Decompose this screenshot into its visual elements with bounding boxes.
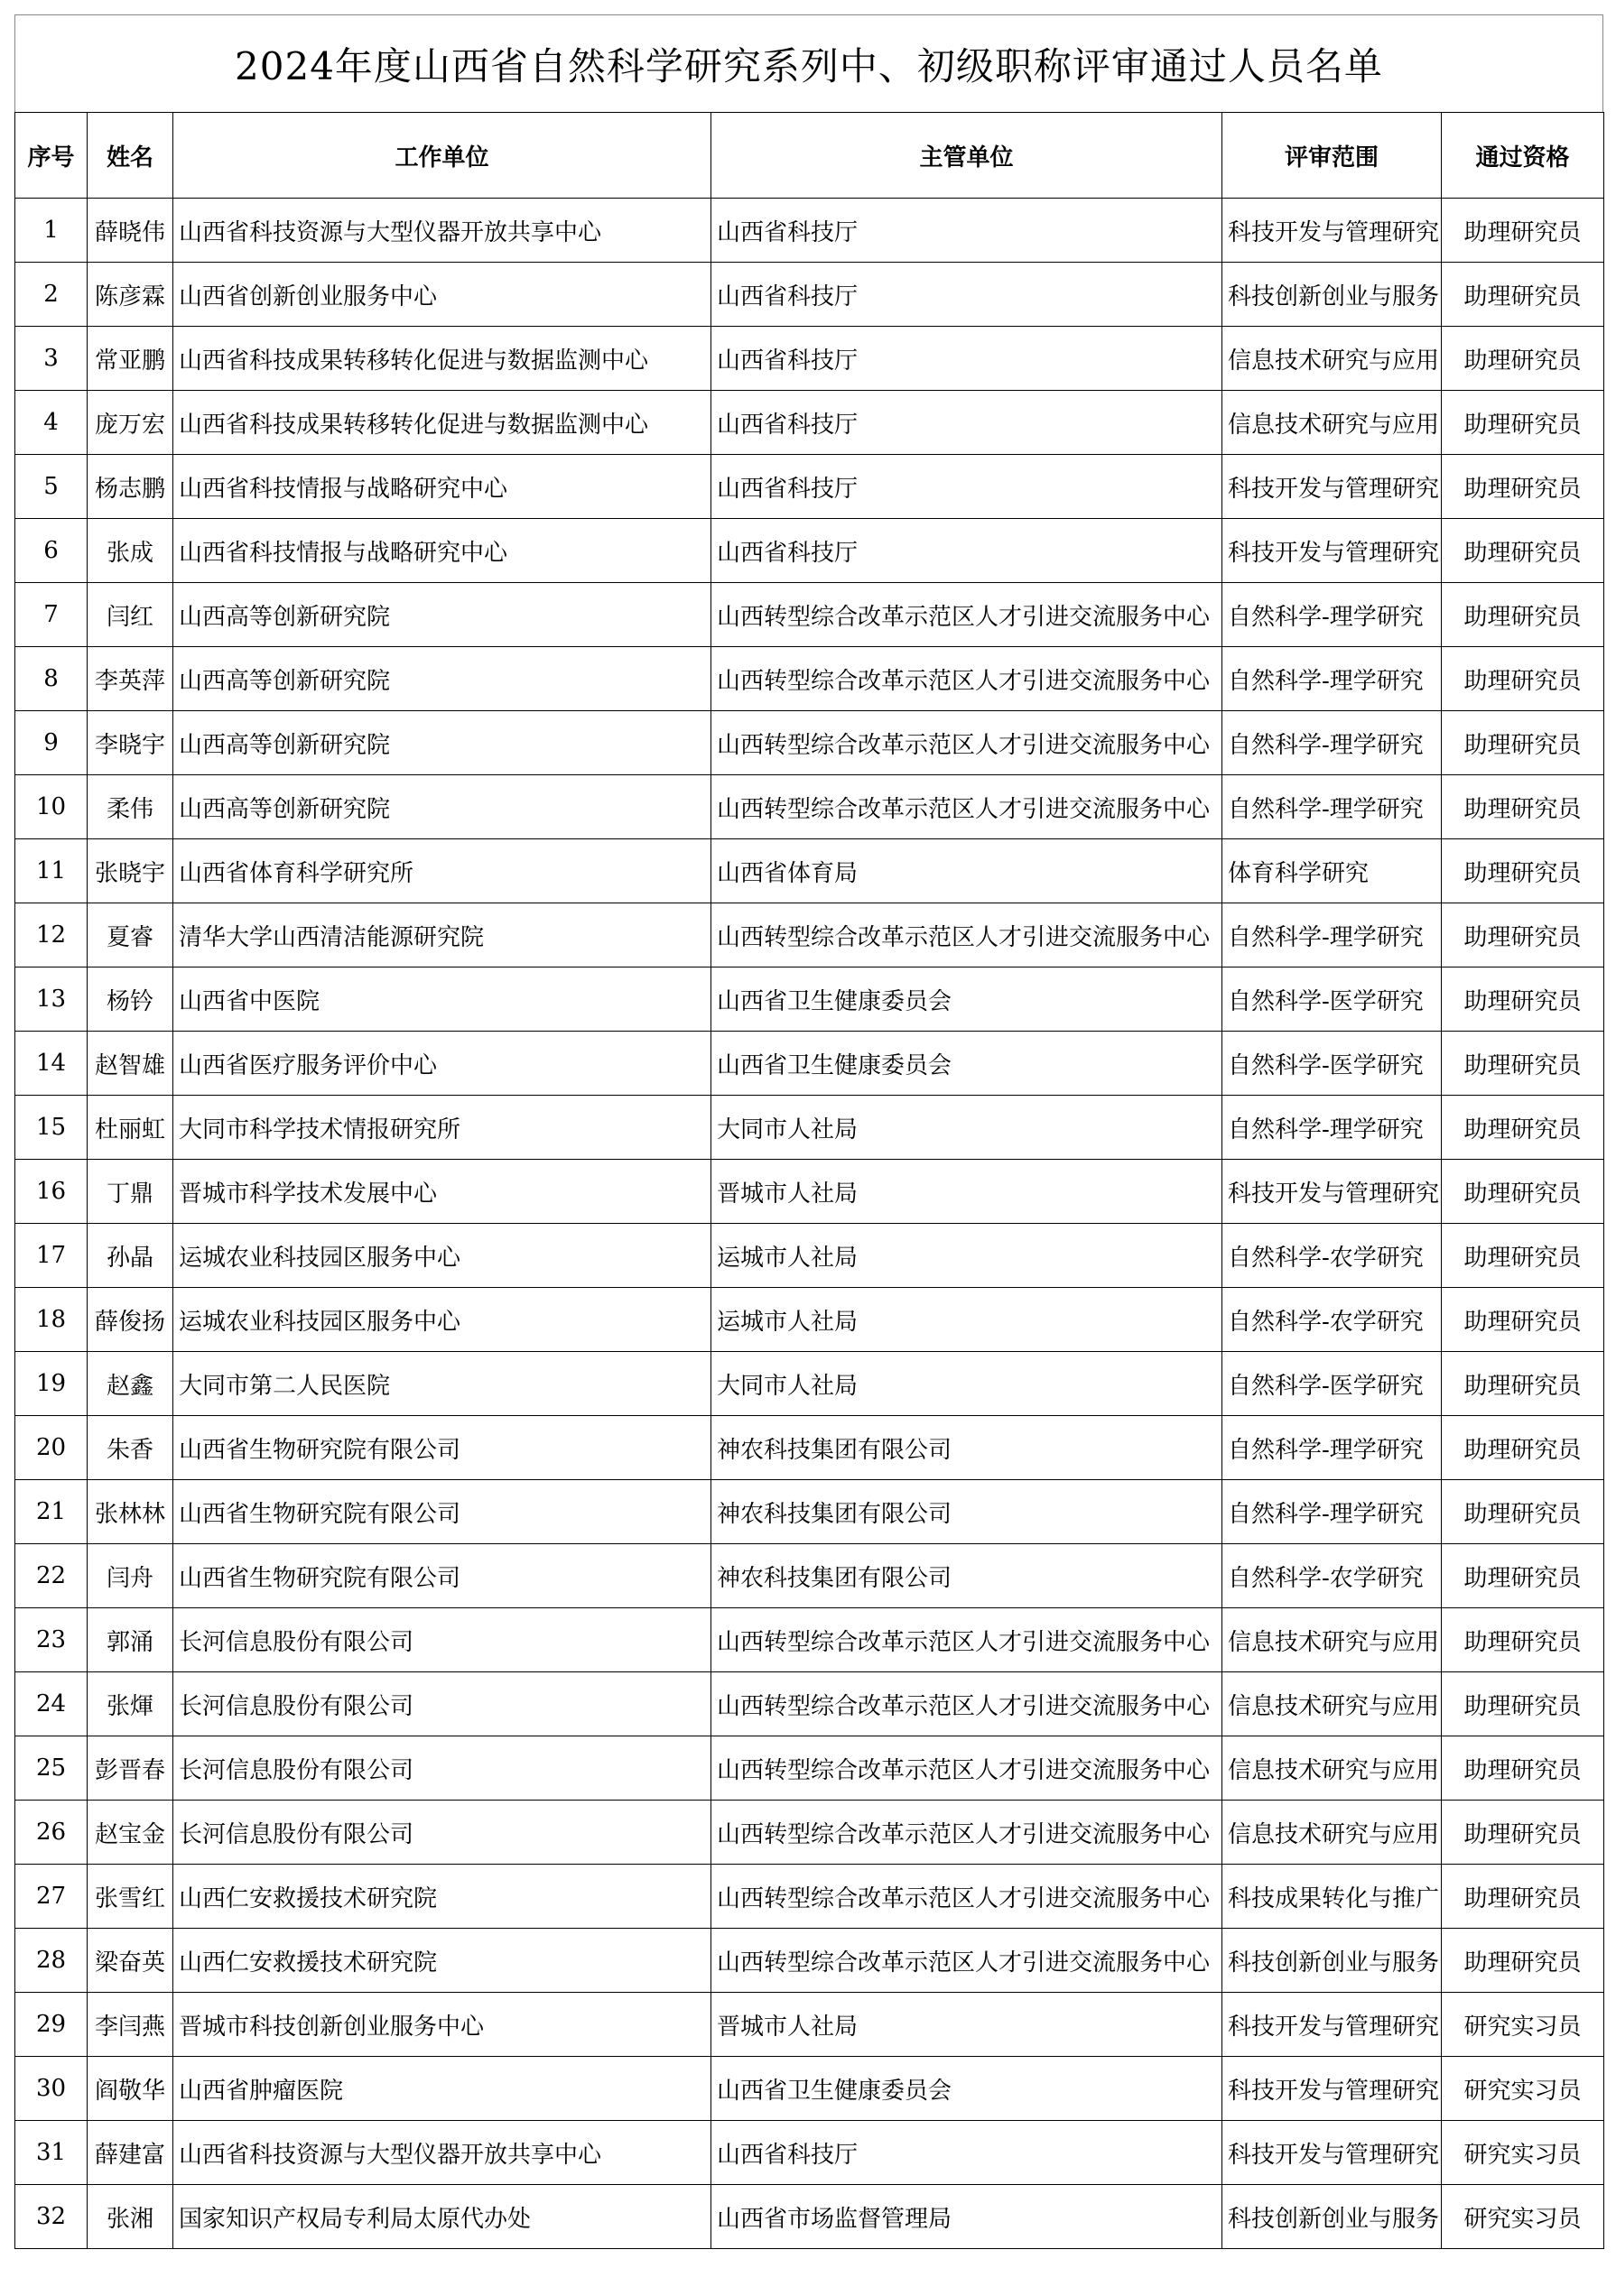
row-name: 闫舟: [88, 1544, 173, 1608]
row-scope: 自然科学-理学研究: [1222, 1096, 1442, 1160]
row-workplace: 山西高等创新研究院: [173, 711, 711, 775]
row-name: 张雪红: [88, 1865, 173, 1929]
table-row: [15, 1416, 1604, 1480]
row-scope: 信息技术研究与应用: [1222, 1801, 1442, 1865]
row-workplace: 山西高等创新研究院: [173, 583, 711, 647]
table-row: [15, 647, 1604, 711]
row-scope: 自然科学-理学研究: [1222, 583, 1442, 647]
row-authority: 晋城市人社局: [711, 1993, 1222, 2057]
header-qualification: 通过资格: [1442, 113, 1604, 199]
row-index: 10: [15, 775, 88, 839]
row-name: 常亚鹏: [88, 327, 173, 391]
row-name: 丁鼎: [88, 1160, 173, 1224]
row-index: 14: [15, 1032, 88, 1096]
table-row: [15, 2121, 1604, 2185]
row-qualification: 助理研究员: [1442, 455, 1604, 519]
row-index: 25: [15, 1736, 88, 1801]
table-row: [15, 1929, 1604, 1993]
row-authority: 山西转型综合改革示范区人才引进交流服务中心: [711, 1672, 1222, 1736]
row-authority: 神农科技集团有限公司: [711, 1480, 1222, 1544]
row-index: 27: [15, 1865, 88, 1929]
row-index: 7: [15, 583, 88, 647]
row-name: 杨钤: [88, 967, 173, 1032]
table-row: [15, 1288, 1604, 1352]
row-index: 22: [15, 1544, 88, 1608]
row-scope: 自然科学-理学研究: [1222, 711, 1442, 775]
row-name: 李闫燕: [88, 1993, 173, 2057]
row-qualification: 助理研究员: [1442, 1224, 1604, 1288]
table-row: [15, 711, 1604, 775]
row-name: 薛晓伟: [88, 199, 173, 263]
row-scope: 信息技术研究与应用: [1222, 1736, 1442, 1801]
row-authority: 山西转型综合改革示范区人才引进交流服务中心: [711, 1865, 1222, 1929]
row-index: 5: [15, 455, 88, 519]
table-row: [15, 519, 1604, 583]
row-name: 陈彦霖: [88, 263, 173, 327]
table-row: [15, 1096, 1604, 1160]
row-authority: 山西省科技厅: [711, 455, 1222, 519]
table-row: [15, 1736, 1604, 1801]
row-name: 孙晶: [88, 1224, 173, 1288]
row-scope: 自然科学-理学研究: [1222, 775, 1442, 839]
row-qualification: 研究实习员: [1442, 2121, 1604, 2185]
row-name: 杨志鹏: [88, 455, 173, 519]
row-name: 郭涌: [88, 1608, 173, 1672]
row-authority: 神农科技集团有限公司: [711, 1544, 1222, 1608]
row-qualification: 研究实习员: [1442, 1993, 1604, 2057]
row-authority: 大同市人社局: [711, 1096, 1222, 1160]
row-workplace: 清华大学山西清洁能源研究院: [173, 903, 711, 967]
row-scope: 信息技术研究与应用: [1222, 1672, 1442, 1736]
row-workplace: 山西省创新创业服务中心: [173, 263, 711, 327]
row-workplace: 山西省科技情报与战略研究中心: [173, 455, 711, 519]
row-index: 16: [15, 1160, 88, 1224]
row-authority: 大同市人社局: [711, 1352, 1222, 1416]
row-scope: 自然科学-医学研究: [1222, 1032, 1442, 1096]
row-name: 阎敬华: [88, 2057, 173, 2121]
row-workplace: 山西省科技成果转移转化促进与数据监测中心: [173, 327, 711, 391]
row-authority: 山西转型综合改革示范区人才引进交流服务中心: [711, 903, 1222, 967]
row-index: 20: [15, 1416, 88, 1480]
row-authority: 山西省科技厅: [711, 199, 1222, 263]
table-row: [15, 1608, 1604, 1672]
row-index: 26: [15, 1801, 88, 1865]
row-workplace: 长河信息股份有限公司: [173, 1801, 711, 1865]
row-scope: 自然科学-理学研究: [1222, 903, 1442, 967]
row-workplace: 国家知识产权局专利局太原代办处: [173, 2185, 711, 2249]
row-workplace: 山西省生物研究院有限公司: [173, 1480, 711, 1544]
header-workplace: 工作单位: [173, 113, 711, 199]
table-row: [15, 2185, 1604, 2249]
row-scope: 自然科学-医学研究: [1222, 967, 1442, 1032]
table-row: [15, 839, 1604, 903]
row-qualification: 助理研究员: [1442, 1032, 1604, 1096]
row-name: 李晓宇: [88, 711, 173, 775]
row-authority: 山西转型综合改革示范区人才引进交流服务中心: [711, 711, 1222, 775]
row-qualification: 助理研究员: [1442, 903, 1604, 967]
row-name: 夏睿: [88, 903, 173, 967]
row-workplace: 长河信息股份有限公司: [173, 1672, 711, 1736]
row-authority: 山西转型综合改革示范区人才引进交流服务中心: [711, 647, 1222, 711]
row-index: 4: [15, 391, 88, 455]
row-authority: 山西转型综合改革示范区人才引进交流服务中心: [711, 1736, 1222, 1801]
row-scope: 自然科学-农学研究: [1222, 1224, 1442, 1288]
table-row: [15, 1865, 1604, 1929]
row-name: 杜丽虹: [88, 1096, 173, 1160]
header-name: 姓名: [88, 113, 173, 199]
row-workplace: 大同市科学技术情报研究所: [173, 1096, 711, 1160]
row-qualification: 助理研究员: [1442, 583, 1604, 647]
row-scope: 科技开发与管理研究: [1222, 519, 1442, 583]
row-workplace: 运城农业科技园区服务中心: [173, 1224, 711, 1288]
row-scope: 科技开发与管理研究: [1222, 2121, 1442, 2185]
row-index: 24: [15, 1672, 88, 1736]
row-name: 赵鑫: [88, 1352, 173, 1416]
row-scope: 科技开发与管理研究: [1222, 199, 1442, 263]
row-authority: 山西省科技厅: [711, 327, 1222, 391]
row-qualification: 助理研究员: [1442, 519, 1604, 583]
row-authority: 山西转型综合改革示范区人才引进交流服务中心: [711, 1608, 1222, 1672]
page-title: 2024年度山西省自然科学研究系列中、初级职称评审通过人员名单: [235, 43, 1383, 88]
row-name: 赵宝金: [88, 1801, 173, 1865]
row-name: 张林林: [88, 1480, 173, 1544]
row-index: 19: [15, 1352, 88, 1416]
row-index: 17: [15, 1224, 88, 1288]
table-row: [15, 1801, 1604, 1865]
row-scope: 体育科学研究: [1222, 839, 1442, 903]
row-qualification: 助理研究员: [1442, 1608, 1604, 1672]
row-authority: 山西省科技厅: [711, 391, 1222, 455]
row-scope: 科技创新创业与服务: [1222, 263, 1442, 327]
table-row: [15, 1224, 1604, 1288]
row-workplace: 晋城市科技创新创业服务中心: [173, 1993, 711, 2057]
row-name: 朱香: [88, 1416, 173, 1480]
row-qualification: 助理研究员: [1442, 263, 1604, 327]
row-index: 8: [15, 647, 88, 711]
table-row: [15, 1544, 1604, 1608]
row-workplace: 山西省体育科学研究所: [173, 839, 711, 903]
results-sheet: [14, 14, 1603, 2249]
row-index: 23: [15, 1608, 88, 1672]
row-qualification: 助理研究员: [1442, 1416, 1604, 1480]
row-authority: 晋城市人社局: [711, 1160, 1222, 1224]
row-qualification: 助理研究员: [1442, 391, 1604, 455]
row-scope: 信息技术研究与应用: [1222, 1608, 1442, 1672]
row-index: 13: [15, 967, 88, 1032]
table-row: [15, 2057, 1604, 2121]
row-workplace: 长河信息股份有限公司: [173, 1608, 711, 1672]
row-qualification: 研究实习员: [1442, 2185, 1604, 2249]
row-name: 张晓宇: [88, 839, 173, 903]
row-qualification: 助理研究员: [1442, 775, 1604, 839]
row-scope: 科技开发与管理研究: [1222, 1993, 1442, 2057]
row-qualification: 助理研究员: [1442, 1160, 1604, 1224]
row-index: 9: [15, 711, 88, 775]
row-workplace: 山西仁安救援技术研究院: [173, 1865, 711, 1929]
row-name: 赵智雄: [88, 1032, 173, 1096]
row-name: 柔伟: [88, 775, 173, 839]
header-authority: 主管单位: [711, 113, 1222, 199]
row-authority: 山西转型综合改革示范区人才引进交流服务中心: [711, 583, 1222, 647]
row-scope: 科技成果转化与推广: [1222, 1865, 1442, 1929]
row-qualification: 助理研究员: [1442, 1801, 1604, 1865]
row-index: 6: [15, 519, 88, 583]
title-box: [14, 14, 1603, 112]
row-workplace: 山西省生物研究院有限公司: [173, 1416, 711, 1480]
table-row: [15, 775, 1604, 839]
row-qualification: 助理研究员: [1442, 1929, 1604, 1993]
table-row: [15, 1160, 1604, 1224]
row-index: 3: [15, 327, 88, 391]
row-name: 彭晋春: [88, 1736, 173, 1801]
row-workplace: 山西省肿瘤医院: [173, 2057, 711, 2121]
row-name: 李英萍: [88, 647, 173, 711]
row-authority: 山西省科技厅: [711, 519, 1222, 583]
row-index: 1: [15, 199, 88, 263]
row-qualification: 助理研究员: [1442, 967, 1604, 1032]
row-scope: 科技创新创业与服务: [1222, 2185, 1442, 2249]
row-workplace: 长河信息股份有限公司: [173, 1736, 711, 1801]
row-scope: 自然科学-农学研究: [1222, 1288, 1442, 1352]
row-authority: 运城市人社局: [711, 1224, 1222, 1288]
row-authority: 山西转型综合改革示范区人才引进交流服务中心: [711, 1801, 1222, 1865]
row-name: 张湘: [88, 2185, 173, 2249]
row-name: 庞万宏: [88, 391, 173, 455]
row-qualification: 助理研究员: [1442, 1480, 1604, 1544]
table-row: [15, 391, 1604, 455]
row-index: 29: [15, 1993, 88, 2057]
row-qualification: 助理研究员: [1442, 647, 1604, 711]
table-row: [15, 1672, 1604, 1736]
table-body: [15, 199, 1604, 2249]
row-qualification: 助理研究员: [1442, 1288, 1604, 1352]
row-name: 薛建富: [88, 2121, 173, 2185]
row-authority: 山西省卫生健康委员会: [711, 1032, 1222, 1096]
row-workplace: 山西省生物研究院有限公司: [173, 1544, 711, 1608]
row-workplace: 运城农业科技园区服务中心: [173, 1288, 711, 1352]
table-header-row: [15, 113, 1604, 199]
row-workplace: 山西省科技成果转移转化促进与数据监测中心: [173, 391, 711, 455]
row-authority: 山西省市场监督管理局: [711, 2185, 1222, 2249]
row-name: 梁奋英: [88, 1929, 173, 1993]
row-workplace: 山西省医疗服务评价中心: [173, 1032, 711, 1096]
row-scope: 信息技术研究与应用: [1222, 391, 1442, 455]
row-index: 30: [15, 2057, 88, 2121]
row-index: 18: [15, 1288, 88, 1352]
row-scope: 科技开发与管理研究: [1222, 455, 1442, 519]
row-qualification: 研究实习员: [1442, 2057, 1604, 2121]
table-row: [15, 1352, 1604, 1416]
row-qualification: 助理研究员: [1442, 1352, 1604, 1416]
table-row: [15, 1993, 1604, 2057]
row-authority: 山西省科技厅: [711, 263, 1222, 327]
row-index: 32: [15, 2185, 88, 2249]
table-row: [15, 199, 1604, 263]
row-qualification: 助理研究员: [1442, 1736, 1604, 1801]
table-row: [15, 327, 1604, 391]
row-qualification: 助理研究员: [1442, 1672, 1604, 1736]
row-authority: 山西省科技厅: [711, 2121, 1222, 2185]
row-qualification: 助理研究员: [1442, 1544, 1604, 1608]
row-qualification: 助理研究员: [1442, 711, 1604, 775]
row-workplace: 山西高等创新研究院: [173, 775, 711, 839]
row-qualification: 助理研究员: [1442, 1096, 1604, 1160]
row-scope: 自然科学-医学研究: [1222, 1352, 1442, 1416]
row-authority: 运城市人社局: [711, 1288, 1222, 1352]
table-row: [15, 583, 1604, 647]
row-authority: 神农科技集团有限公司: [711, 1416, 1222, 1480]
row-qualification: 助理研究员: [1442, 199, 1604, 263]
header-index: 序号: [15, 113, 88, 199]
row-authority: 山西省卫生健康委员会: [711, 2057, 1222, 2121]
row-workplace: 山西省科技情报与战略研究中心: [173, 519, 711, 583]
row-scope: 自然科学-理学研究: [1222, 1480, 1442, 1544]
row-index: 31: [15, 2121, 88, 2185]
row-authority: 山西转型综合改革示范区人才引进交流服务中心: [711, 775, 1222, 839]
row-index: 11: [15, 839, 88, 903]
row-name: 张成: [88, 519, 173, 583]
row-workplace: 山西仁安救援技术研究院: [173, 1929, 711, 1993]
table-row: [15, 1032, 1604, 1096]
row-workplace: 山西省中医院: [173, 967, 711, 1032]
header-scope: 评审范围: [1222, 113, 1442, 199]
row-index: 21: [15, 1480, 88, 1544]
row-scope: 自然科学-农学研究: [1222, 1544, 1442, 1608]
row-qualification: 助理研究员: [1442, 1865, 1604, 1929]
row-workplace: 晋城市科学技术发展中心: [173, 1160, 711, 1224]
row-workplace: 大同市第二人民医院: [173, 1352, 711, 1416]
row-workplace: 山西省科技资源与大型仪器开放共享中心: [173, 2121, 711, 2185]
row-name: 张煇: [88, 1672, 173, 1736]
row-index: 12: [15, 903, 88, 967]
table-row: [15, 263, 1604, 327]
row-scope: 信息技术研究与应用: [1222, 327, 1442, 391]
row-authority: 山西省卫生健康委员会: [711, 967, 1222, 1032]
row-authority: 山西转型综合改革示范区人才引进交流服务中心: [711, 1929, 1222, 1993]
table-row: [15, 1480, 1604, 1544]
row-scope: 自然科学-理学研究: [1222, 647, 1442, 711]
table-row: [15, 455, 1604, 519]
row-qualification: 助理研究员: [1442, 327, 1604, 391]
row-name: 闫红: [88, 583, 173, 647]
row-index: 28: [15, 1929, 88, 1993]
row-name: 薛俊扬: [88, 1288, 173, 1352]
row-scope: 科技开发与管理研究: [1222, 2057, 1442, 2121]
table-row: [15, 967, 1604, 1032]
results-table: [14, 112, 1604, 2249]
row-workplace: 山西高等创新研究院: [173, 647, 711, 711]
row-scope: 科技开发与管理研究: [1222, 1160, 1442, 1224]
row-workplace: 山西省科技资源与大型仪器开放共享中心: [173, 199, 711, 263]
row-scope: 自然科学-理学研究: [1222, 1416, 1442, 1480]
row-index: 2: [15, 263, 88, 327]
row-index: 15: [15, 1096, 88, 1160]
row-authority: 山西省体育局: [711, 839, 1222, 903]
row-qualification: 助理研究员: [1442, 839, 1604, 903]
table-row: [15, 903, 1604, 967]
row-scope: 科技创新创业与服务: [1222, 1929, 1442, 1993]
